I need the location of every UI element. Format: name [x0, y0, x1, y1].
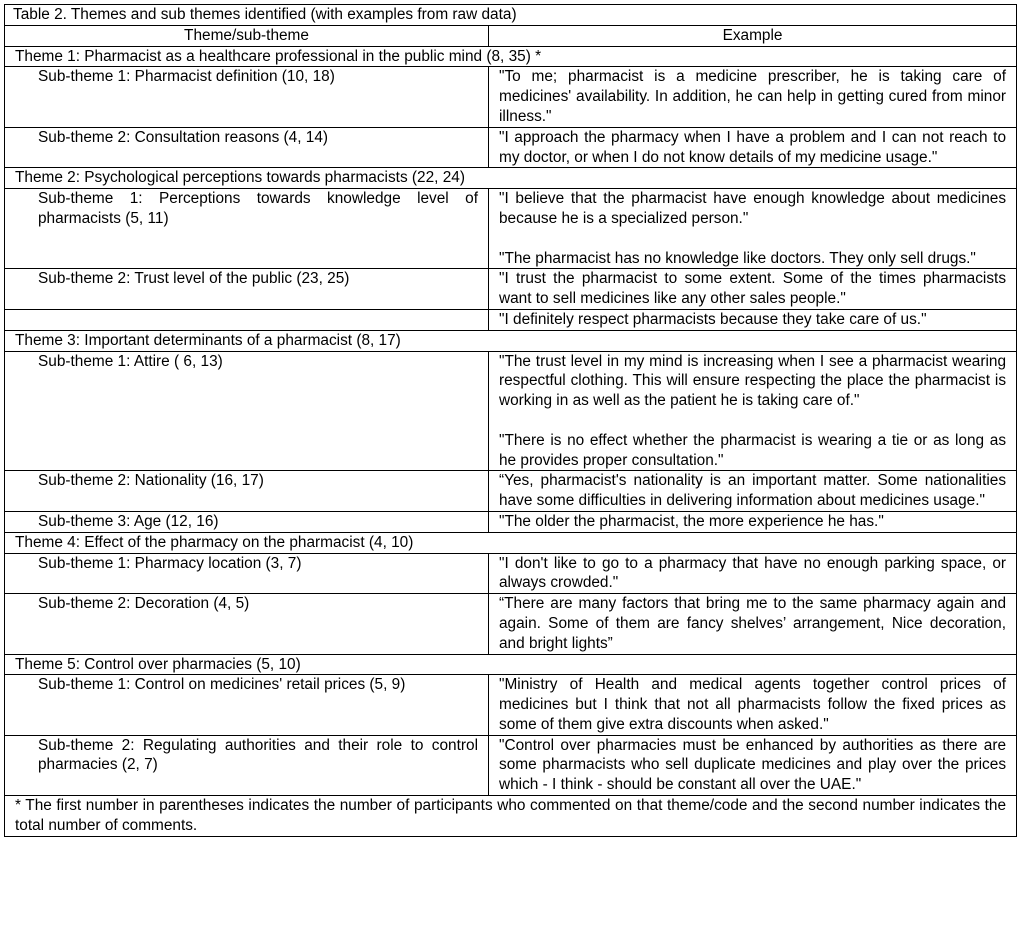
theme-row [5, 654, 1017, 675]
sub-theme-title: Sub-theme 1: Pharmacist definition (10, 18) [5, 67, 489, 127]
theme-2-title: Theme 2: Psychological perceptions towards pharmacists (22, 24) [5, 168, 1017, 189]
example-quote: "To me; pharmacist is a medicine prescriber, he is taking care of medicines' availability. In addition, he can help in getting cured from minor illness." [499, 68, 1007, 125]
theme-row [5, 330, 1017, 351]
theme-row [5, 168, 1017, 189]
theme-3-title: Theme 3: Important determinants of a pharmacist (8, 17) [5, 330, 1017, 351]
sub-theme-title: Sub-theme 2: Decoration (4, 5) [5, 594, 489, 654]
example-quote: "The older the pharmacist, the more experience he has." [499, 512, 884, 530]
theme-row [5, 46, 1017, 67]
example-quote: “Yes, pharmacist's nationality is an important matter. Some nationalities have some difficulties in delivering information about medicines usage." [499, 472, 1007, 510]
example-cell [489, 309, 1017, 330]
sub-theme-title: Sub-theme 2: Consultation reasons (4, 14) [5, 127, 489, 168]
sub-theme-row [5, 189, 1017, 269]
sub-theme-title: Sub-theme 1: Pharmacy location (3, 7) [5, 553, 489, 594]
sub-theme-title: Sub-theme 1: Attire ( 6, 13) [5, 351, 489, 471]
example-quote: "I believe that the pharmacist have enough knowledge about medicines because he is a specialized person." [499, 190, 1007, 227]
example-quote: "Ministry of Health and medical agents together control prices of medicines but I think that not all pharmacists follow the fixed prices as some of them give extra discounts when asked." [499, 676, 1007, 733]
example-cell [489, 269, 1017, 310]
example-quote: "I don't like to go to a pharmacy that have no enough parking space, or always crowded." [499, 554, 1007, 592]
example-quote: "I trust the pharmacist to some extent. Some of the times pharmacists want to sell medicines like any other sales people." [499, 270, 1007, 308]
example-cell [489, 735, 1017, 795]
sub-theme-row [5, 309, 1017, 330]
example-quote: "I definitely respect pharmacists because they take care of us." [499, 310, 927, 328]
table-caption: Table 2. Themes and sub themes identified (with examples from raw data) [5, 5, 1017, 26]
example-cell [489, 675, 1017, 735]
sub-theme-title: Sub-theme 1: Control on medicines' retail prices (5, 9) [5, 675, 489, 735]
example-quote: "There is no effect whether the pharmacist is wearing a tie or as long as he provides proper consultation." [499, 431, 1007, 469]
example-quote: "The trust level in my mind is increasing when I see a pharmacist wearing respectful clothing. This will ensure respecting the place the pharmacist is working in as well as the patient he is taking care of." [499, 352, 1007, 410]
sub-theme-row [5, 269, 1017, 310]
example-cell [489, 127, 1017, 168]
example-quote: “There are many factors that bring me to the same pharmacy again and again. Some of them are fancy shelves’ arrangement, Nice decoration, and bright lights” [499, 595, 1007, 652]
example-cell [489, 67, 1017, 127]
example-cell [489, 594, 1017, 654]
themes-table [4, 4, 1017, 837]
sub-theme-title: Sub-theme 2: Trust level of the public (23, 25) [5, 269, 489, 310]
sub-theme-title: Sub-theme 2: Nationality (16, 17) [5, 471, 489, 512]
sub-theme-title: Sub-theme 2: Regulating authorities and their role to control pharmacies (2, 7) [5, 735, 489, 795]
sub-theme-row [5, 675, 1017, 735]
example-quote: "The pharmacist has no knowledge like doctors. They only sell drugs." [499, 249, 976, 267]
column-header-theme: Theme/sub-theme [5, 25, 489, 46]
example-quote: "I approach the pharmacy when I have a problem and I can not reach to my doctor, or when I do not know details of my medicine usage." [499, 128, 1007, 166]
theme-4-title: Theme 4: Effect of the pharmacy on the pharmacist (4, 10) [5, 532, 1017, 553]
sub-theme-row [5, 553, 1017, 594]
theme-5-title: Theme 5: Control over pharmacies (5, 10) [5, 654, 1017, 675]
empty-cell [5, 309, 489, 330]
example-cell [489, 189, 1017, 269]
sub-theme-row [5, 735, 1017, 795]
example-cell [489, 471, 1017, 512]
example-cell [489, 553, 1017, 594]
header-row [5, 25, 1017, 46]
sub-theme-title: Sub-theme 3: Age (12, 16) [5, 511, 489, 532]
sub-theme-row [5, 511, 1017, 532]
column-header-example: Example [489, 25, 1017, 46]
example-cell [489, 511, 1017, 532]
example-quote: "Control over pharmacies must be enhanced by authorities as there are some pharmacists who sell duplicate medicines and play over the prices which - I think - should be constant all over the UAE." [499, 736, 1007, 794]
theme-row [5, 532, 1017, 553]
sub-theme-row [5, 127, 1017, 168]
example-cell [489, 351, 1017, 471]
table-footnote: * The first number in parentheses indicates the number of participants who commented on that theme/code and the second number indicates the total number of comments. [5, 796, 1017, 837]
themes-table-container [4, 4, 1016, 837]
sub-theme-row [5, 594, 1017, 654]
sub-theme-title: Sub-theme 1: Perceptions towards knowledge level of pharmacists (5, 11) [5, 189, 489, 269]
footnote-row [5, 796, 1017, 837]
sub-theme-row [5, 471, 1017, 512]
sub-theme-row [5, 67, 1017, 127]
caption-row [5, 5, 1017, 26]
theme-1-title: Theme 1: Pharmacist as a healthcare professional in the public mind (8, 35) * [5, 46, 1017, 67]
sub-theme-row [5, 351, 1017, 471]
